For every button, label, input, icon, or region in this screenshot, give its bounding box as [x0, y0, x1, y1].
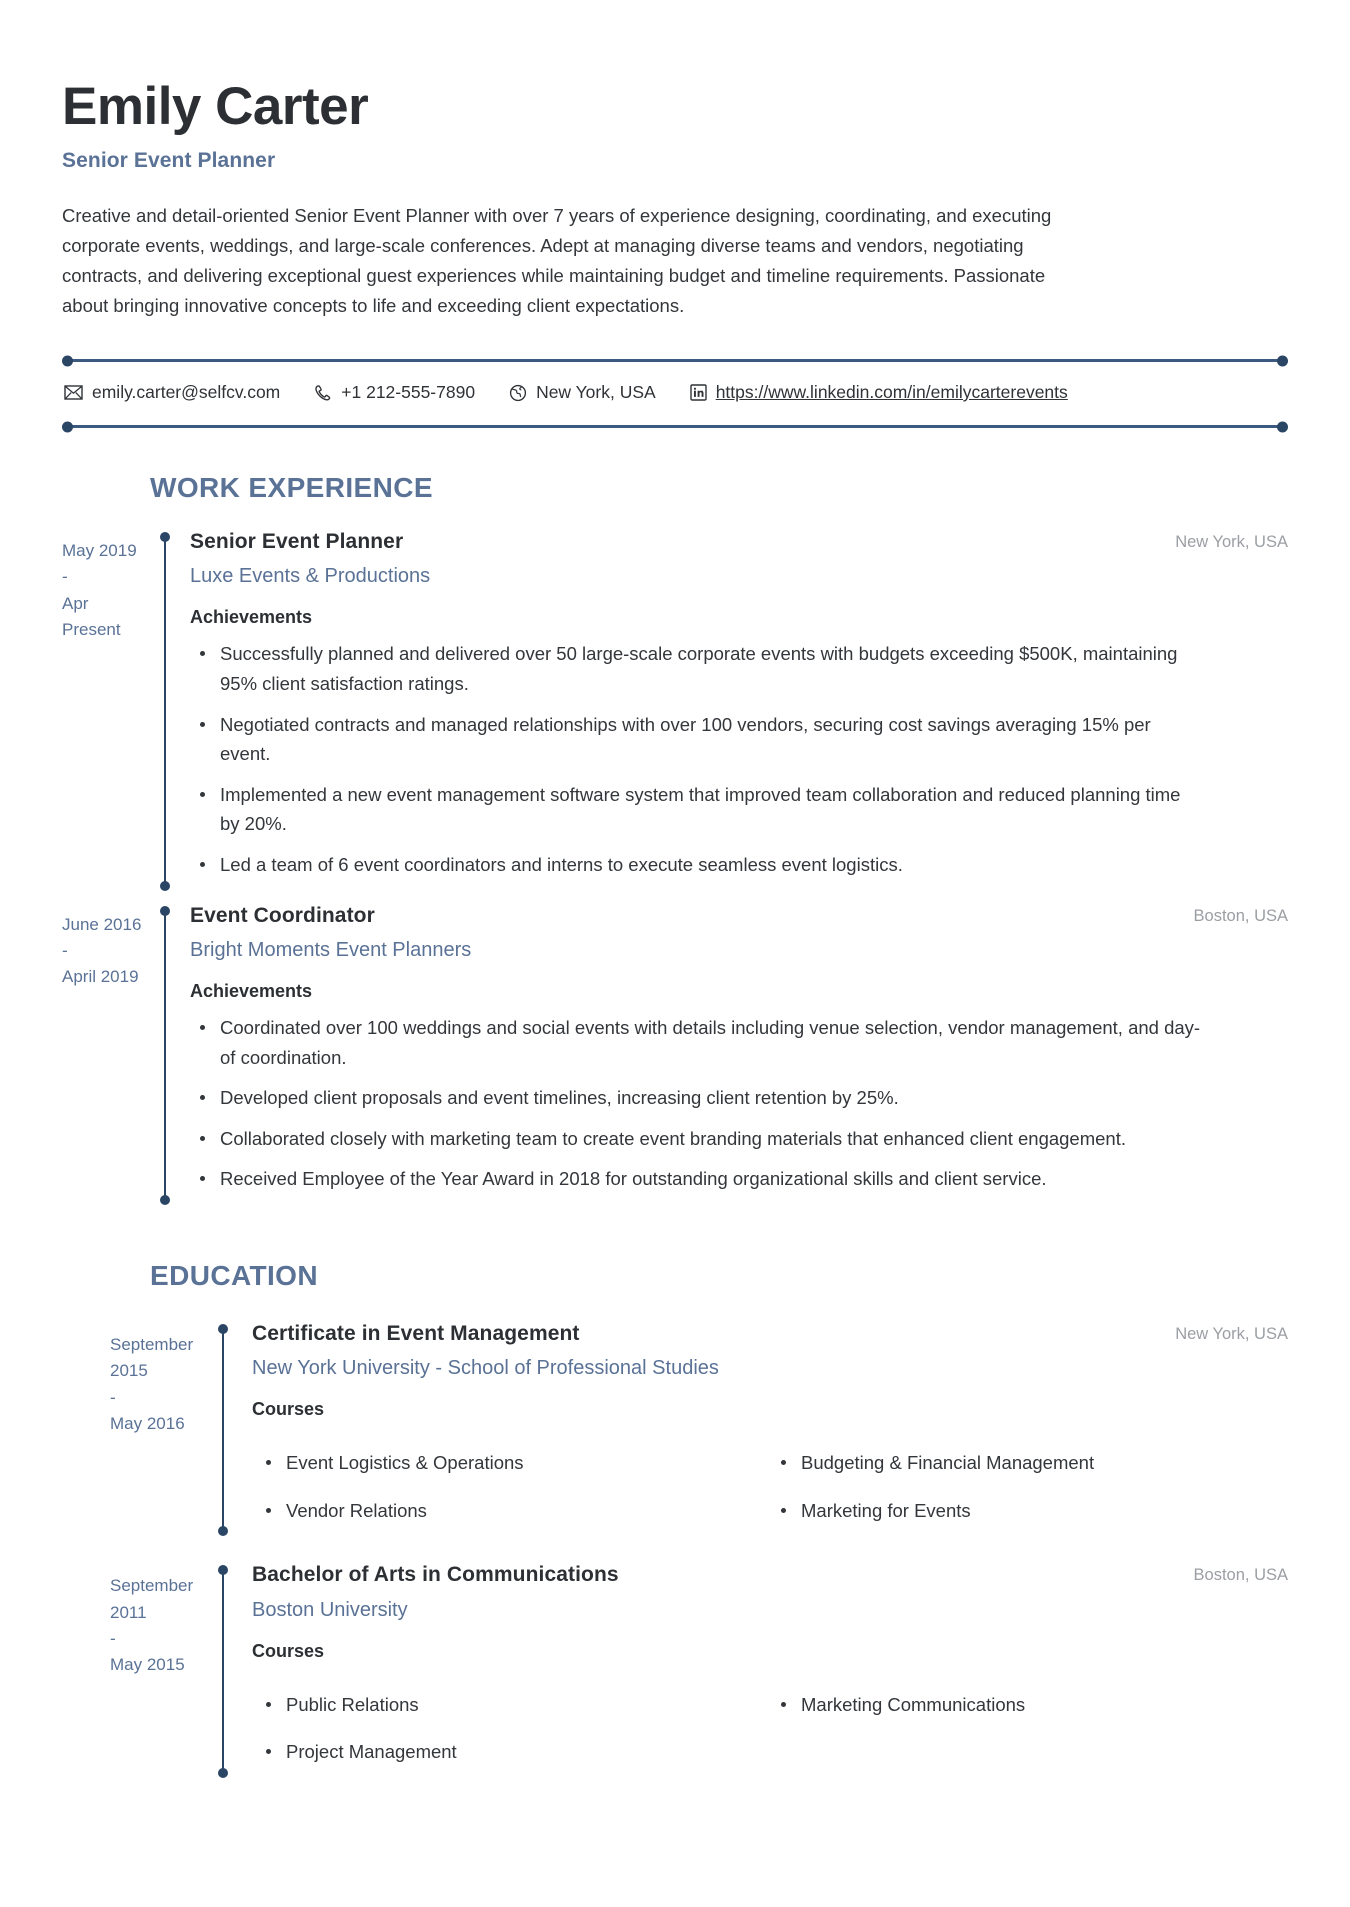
contact-text: emily.carter@selfcv.com	[92, 382, 281, 403]
achievements-label: Achievements	[190, 607, 313, 628]
timeline-connector	[158, 528, 172, 888]
contact-text: +1 212-555-7890	[341, 382, 476, 403]
school-name: Boston University	[252, 1598, 408, 1621]
education-entry-header	[252, 1320, 1288, 1348]
degree-title: Certificate in Event Management	[252, 1321, 580, 1345]
course-item: Budgeting & Financial Management	[767, 1448, 1252, 1478]
course-item: Event Logistics & Operations	[252, 1448, 737, 1478]
date-separator: -	[62, 567, 68, 587]
entry-date-range	[110, 1561, 216, 1775]
contact-item-envelope[interactable]	[64, 382, 280, 403]
date-end: May 2015	[110, 1655, 185, 1675]
course-item: Public Relations	[252, 1690, 737, 1720]
course-item: Vendor Relations	[252, 1496, 737, 1526]
timeline-connector	[216, 1561, 230, 1775]
timeline-line	[164, 910, 166, 1200]
date-end-line1: Apr	[62, 593, 89, 613]
achievements-label: Achievements	[190, 980, 313, 1001]
linkedin-icon	[690, 384, 707, 401]
courses-grid	[252, 1430, 1252, 1525]
date-start: June 2016	[62, 914, 142, 934]
education-entry	[110, 1320, 1288, 1534]
contact-list	[62, 362, 1288, 425]
page-title: Emily Carter	[62, 77, 369, 136]
globe-location-icon	[509, 384, 527, 402]
contact-bar	[62, 359, 1288, 428]
work-experience-entry	[62, 528, 1288, 888]
date-start-line1: September	[110, 1334, 194, 1354]
timeline-dot-end	[160, 881, 170, 891]
achievement-bullet: Led a team of 6 event coordinators and interns to execute seamless event logistics.	[190, 850, 1205, 880]
education-entry-header	[252, 1561, 1288, 1589]
phone-icon	[314, 384, 332, 402]
contact-item-phone[interactable]	[314, 382, 475, 403]
date-end-line1: April 2019	[62, 967, 139, 987]
achievement-bullet: Received Employee of the Year Award in 2018 for outstanding organizational skills and client service.	[190, 1164, 1205, 1194]
date-start-line2: 2015	[110, 1361, 148, 1381]
section-heading-education: EDUCATION	[150, 1259, 318, 1291]
date-start-line1: September	[110, 1576, 194, 1596]
timeline-line	[222, 1569, 224, 1773]
course-item: Project Management	[252, 1737, 737, 1767]
achievements-list	[190, 1013, 1288, 1194]
job-location: Boston, USA	[1193, 906, 1288, 925]
date-start: May 2019	[62, 541, 137, 561]
achievement-bullet: Implemented a new event management software system that improved team collaboration and reduced planning time by 20%.	[190, 780, 1205, 839]
section-heading-work-experience: WORK EXPERIENCE	[150, 472, 433, 504]
date-start-line2: 2011	[110, 1602, 147, 1622]
education-entry	[110, 1561, 1288, 1775]
contact-text[interactable]: https://www.linkedin.com/in/emilycarterevents	[715, 382, 1068, 403]
envelope-icon	[64, 385, 83, 400]
divider-top	[70, 359, 1280, 362]
work-experience-entry	[62, 902, 1288, 1202]
job-location: New York, USA	[1175, 533, 1288, 552]
courses-label: Courses	[252, 1399, 325, 1420]
date-separator: -	[62, 940, 68, 960]
work-entry-header	[190, 528, 1288, 556]
achievement-bullet: Successfully planned and delivered over 50 large-scale corporate events with budgets exceeding $500K, maintaining 95% client satisfaction ratings.	[190, 639, 1205, 698]
contact-item-linkedin[interactable]	[690, 382, 1068, 403]
date-end: May 2016	[110, 1413, 185, 1433]
timeline-line	[222, 1328, 224, 1532]
achievement-bullet: Negotiated contracts and managed relationships with over 100 vendors, securing cost savings averaging 15% per event.	[190, 710, 1205, 769]
work-experience-list	[62, 528, 1288, 1202]
courses-grid	[252, 1672, 1252, 1767]
entry-spacer	[62, 888, 1288, 902]
achievement-bullet: Coordinated over 100 weddings and social events with details including venue selection, vendor management, and day-of coordination.	[190, 1013, 1205, 1072]
work-entry-header	[190, 902, 1288, 930]
timeline-connector	[158, 902, 172, 1202]
timeline-dot-end	[160, 1195, 170, 1205]
timeline-connector	[216, 1320, 230, 1534]
course-item: Marketing for Events	[767, 1496, 1252, 1526]
achievements-list	[190, 639, 1288, 879]
resume-header	[62, 78, 1288, 321]
timeline-dot-end	[218, 1768, 228, 1778]
entry-spacer	[62, 1533, 1288, 1561]
date-separator: -	[110, 1629, 116, 1649]
entry-date-range	[62, 902, 158, 1202]
contact-item-globe-location[interactable]	[509, 382, 656, 403]
courses-label: Courses	[252, 1640, 325, 1661]
job-role-title: Event Coordinator	[190, 903, 375, 927]
timeline-line	[164, 536, 166, 886]
achievement-bullet: Collaborated closely with marketing team to create event branding materials that enhanced client engagement.	[190, 1124, 1205, 1154]
employer-name: Luxe Events & Productions	[190, 565, 431, 588]
education-entry-body	[230, 1561, 1288, 1775]
achievement-bullet: Developed client proposals and event timelines, increasing client retention by 25%.	[190, 1083, 1205, 1113]
degree-title: Bachelor of Arts in Communications	[252, 1563, 619, 1587]
date-end-line2: Present	[62, 620, 121, 640]
entry-date-range	[110, 1320, 216, 1534]
school-name: New York University - School of Professional Studies	[252, 1357, 719, 1380]
school-location: Boston, USA	[1193, 1566, 1288, 1585]
professional-summary: Creative and detail-oriented Senior Event Planner with over 7 years of experience designing, coordinating, and executing corporate events, weddings, and large-scale conferences. Adept at managing diverse teams and vendors, negotiating contracts, and delivering exceptional guest experiences while maintaining budget and timeline requirements. Passionate about bringing innovative concepts to life and exceeding client expectations.	[62, 205, 1052, 317]
work-entry-body	[172, 528, 1288, 888]
job-role-title: Senior Event Planner	[190, 530, 404, 554]
divider-bottom	[70, 425, 1280, 428]
entry-date-range	[62, 528, 158, 888]
employer-name: Bright Moments Event Planners	[190, 938, 472, 961]
contact-text: New York, USA	[536, 382, 656, 403]
school-location: New York, USA	[1175, 1324, 1288, 1343]
course-item: Marketing Communications	[767, 1690, 1252, 1720]
date-separator: -	[110, 1387, 116, 1407]
education-entry-body	[230, 1320, 1288, 1534]
job-title: Senior Event Planner	[62, 149, 276, 173]
education-list	[62, 1320, 1288, 1775]
work-entry-body	[172, 902, 1288, 1202]
